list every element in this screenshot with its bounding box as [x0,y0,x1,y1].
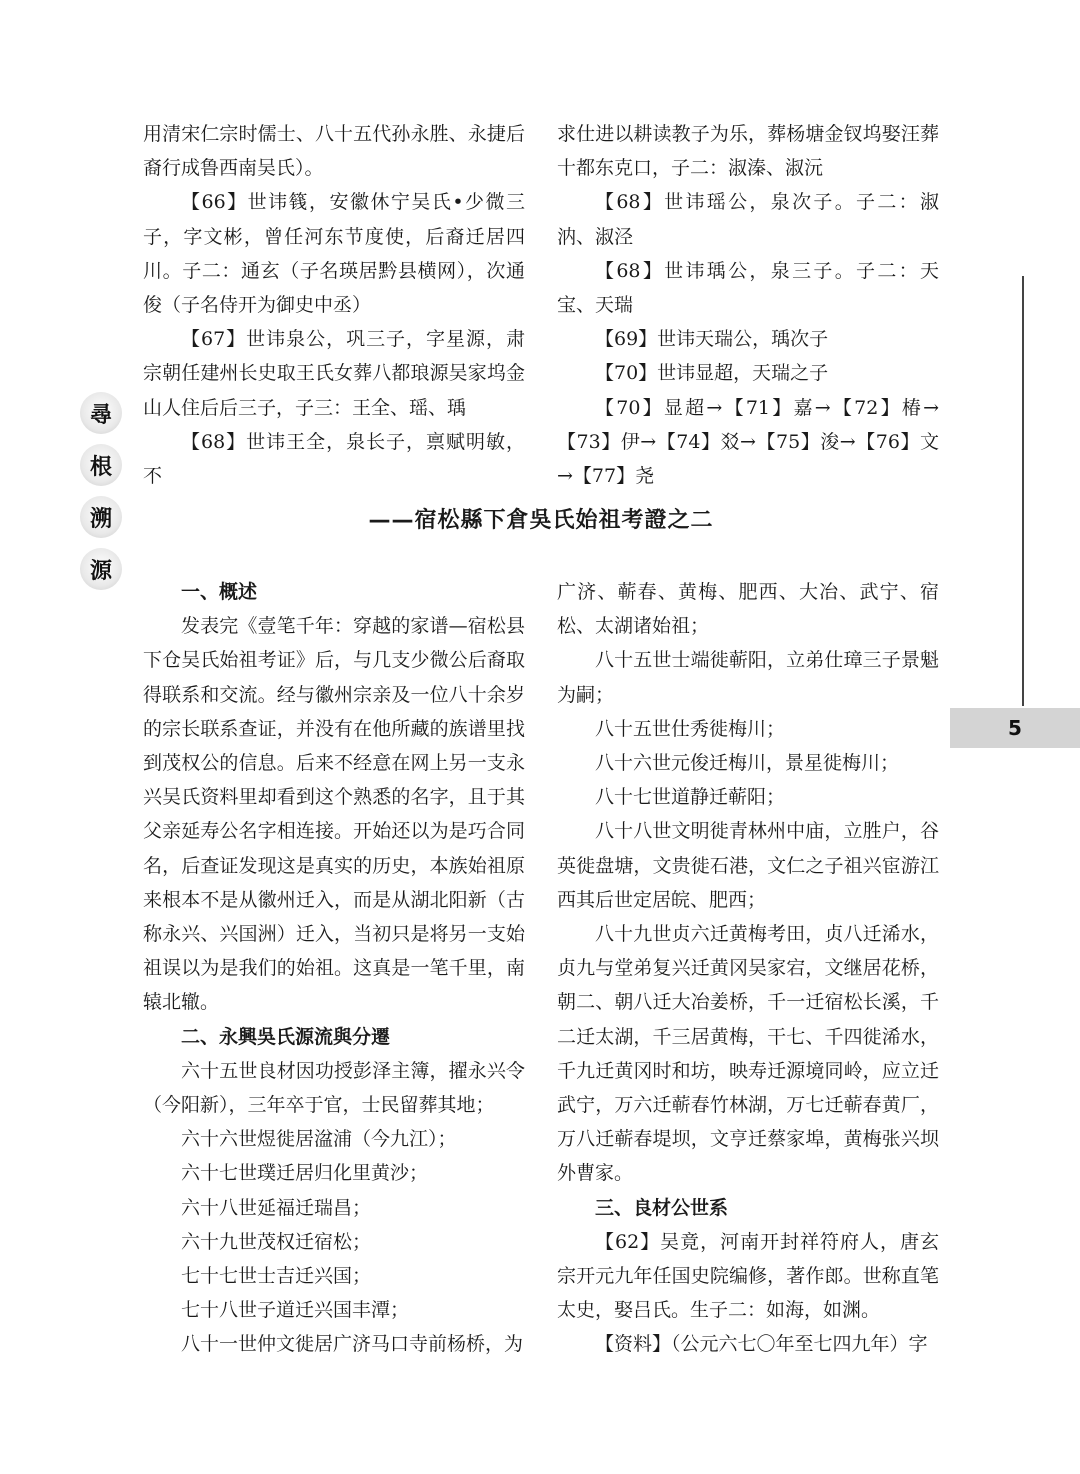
paragraph: 发表完《壹笔千年：穿越的家谱—宿松县下仓吴氏始祖考证》后，与几支少微公后裔取得联系和交流。经与徽州宗亲及一位八十余岁的宗长联系查证，并没有在他所藏的族谱里找到茂权公的信息。后来不经意在网上另一支永兴吴氏资料里却看到这个熟悉的名字，且于其父亲延寿公名字相连接。开始还以为是巧合同名，后查证发现这是真实的历史，本族始祖原来根本不是从徽州迁入，而是从湖北阳新（古称永兴、兴国洲）迁入，当初只是将另一支始祖误以为是我们的始祖。这真是一笔千里，南辕北辙。 [143,615,525,1014]
paragraph: 八十五世士端徙蕲阳，立弟仕璋三子景魁为嗣； [557,649,939,706]
paragraph: 八十六世元俊迁梅川，景星徙梅川； [595,752,900,775]
paragraph: 六十五世良材因功授彭泽主簿，擢永兴令（今阳新），三年卒于官，士民留葬其地； [143,1059,525,1117]
paragraph: 七十七世士吉迁兴国； [181,1265,372,1288]
top-right-column [557,117,939,493]
paragraph: 【69】世讳天瑞公，瑀次子 [595,328,829,351]
paragraph: 六十八世延福迁瑞昌； [181,1196,372,1219]
bottom-left-column [143,575,525,1362]
section-heading: 一、概述 [181,581,258,603]
section-heading: 二、永興吳氏源流與分遷 [181,1025,391,1048]
paragraph: 八十五世仕秀徙梅川； [595,717,786,740]
side-title-seals [80,392,124,590]
paragraph: 【66】世讳篯，安徽休宁吴氏•少微三子，字文彬，曾任河东节度使，后裔迁居四川。子二：通玄（子名瑛居黔县横网），次通俊（子名侍开为御史中丞） [143,191,525,317]
paragraph: 【62】吴竟，河南开封祥符府人，唐玄宗开元九年任国史院编修，著作郎。世称直笔太史，娶吕氏。生子二：如海，如渊。 [557,1230,939,1322]
side-seal-1: 尋 [80,392,122,434]
paragraph: 【68】世讳王全，泉长子，禀赋明敏，不 [143,430,525,488]
side-seal-4: 源 [80,548,122,590]
paragraph: 【68】世讳瑶公，泉次子。子二：淑汭、淑泾 [557,191,939,248]
paragraph: 【70】显超→【71】嘉→【72】椿→【73】伊→【74】㸚→【75】浚→【76】文→【77】尧 [557,396,939,488]
margin-rule [1022,276,1024,706]
paragraph: 七十八世子道迁兴国丰潭； [181,1299,410,1322]
side-seal-3: 溯 [80,496,122,538]
paragraph: 八十七世道静迁蕲阳； [595,786,786,809]
top-left-column [143,117,525,493]
paragraph: 六十九世茂权迁宿松； [181,1230,372,1253]
paragraph: 【67】世讳泉公，巩三子，字星源，肃宗朝任建州长史取王氏女葬八都琅源吴家坞金山人住后后三子，子三：王全、瑶、瑀 [143,328,525,419]
bottom-right-column [557,575,939,1362]
paragraph: 广济、蕲春、黄梅、肥西、大冶、武宁、宿松、太湖诸始祖； [557,581,939,638]
section-title: ——宿松縣下倉吳氏始祖考證之二 [368,508,714,533]
page-number: 5 [950,708,1080,748]
paragraph: 六十七世璞迁居归化里黄沙； [181,1162,429,1185]
side-seal-2: 根 [80,444,122,486]
paragraph: 【资料】（公元六七〇年至七四九年）字 [595,1333,928,1356]
paragraph: 八十八世文明徙青林州中庙，立胜户，谷英徙盘塘，文贵徙石港，文仁之子祖兴宦游江西其后世定居皖、肥西； [557,820,939,911]
paragraph: 【68】世讳瑀公，泉三子。子二：天宝、天瑞 [557,259,939,317]
paragraph: 用清宋仁宗时儒士、八十五代孙永胜、永捷后裔行成鲁西南吴氏）。 [143,123,525,180]
paragraph: 求仕进以耕读教子为乐，葬杨塘金钗坞娶汪葬十都东克口，子二：淑溱、淑沅 [557,123,939,180]
paragraph: 八十一世仲文徙居广济马口寺前杨桥，为 [181,1333,524,1356]
paragraph: 【70】世讳显超，天瑞之子 [595,362,829,385]
paragraph: 八十九世贞六迁黄梅考田，贞八迁浠水，贞九与堂弟复兴迁黄冈吴家宕，文继居花桥，朝二、朝八迁大冶姜桥，千一迁宿松长溪，千二迁太湖，千三居黄梅，干七、千四徙浠水，千九迁黄冈时和坊，映寿迁源境同岭，应立迁武宁，万六迁蕲春竹林湖，万七迁蕲春黄厂，万八迁蕲春堤坝，文亨迁蔡家埠，黄梅张兴坝外曹家。 [557,923,939,1185]
paragraph: 六十六世煜徙居湓浦（今九江）； [181,1128,457,1151]
section-heading: 三、良材公世系 [595,1196,729,1219]
